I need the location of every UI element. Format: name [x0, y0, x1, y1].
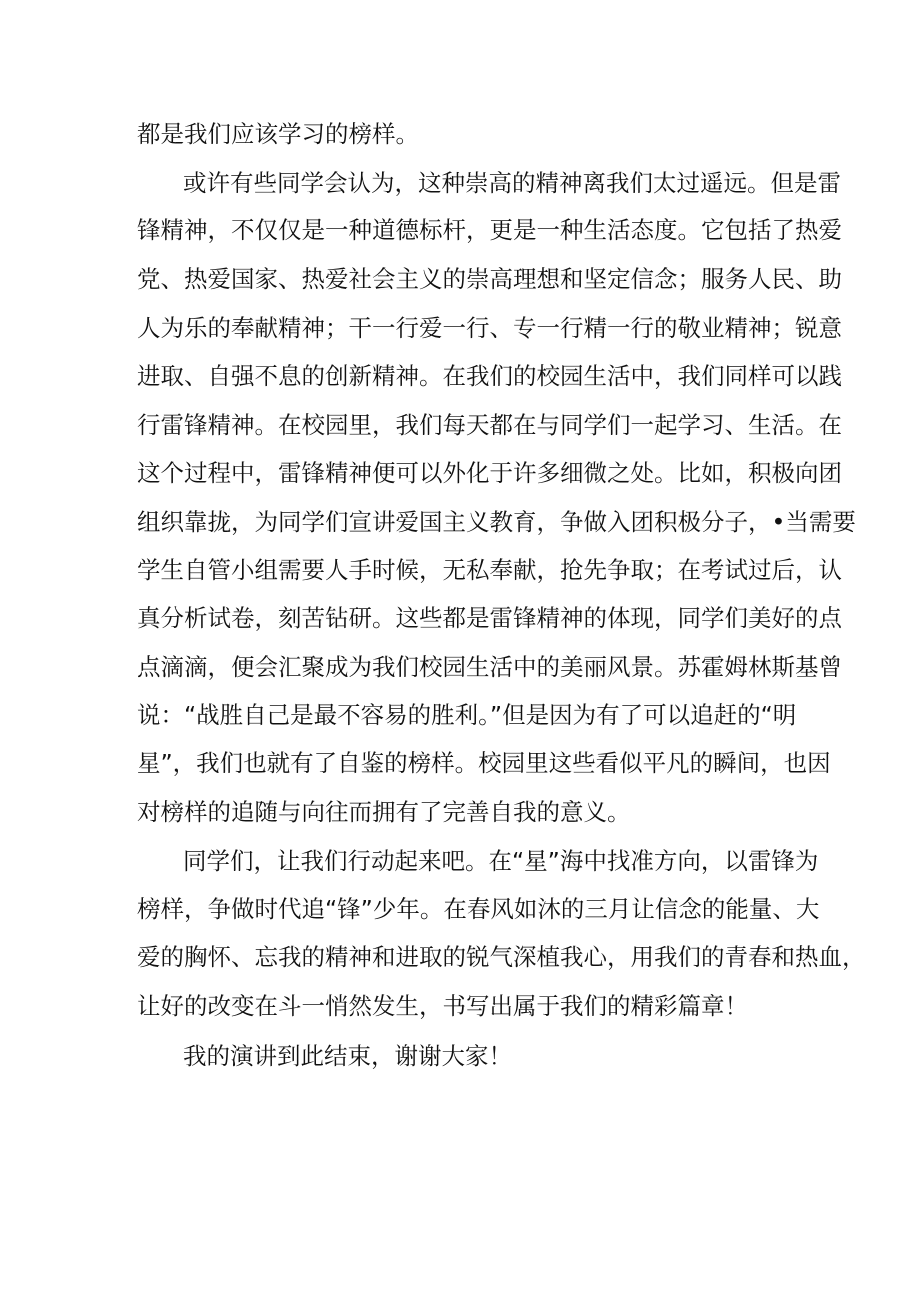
text-line: 榜样，争做时代追“锋”少年。在春风如沐的三月让信念的能量、大	[137, 895, 820, 923]
text-line: 都是我们应该学习的榜样。	[137, 120, 419, 148]
text-line: 锋精神，不仅仅是一种道德标杆，更是一种生活态度。它包括了热爱	[137, 216, 842, 244]
text-line: 让好的改变在斗一悄然发生，书写出属于我们的精彩篇章！	[137, 992, 748, 1020]
text-line: 点滴滴，便会汇聚成为我们校园生活中的美丽风景。苏霍姆林斯基曾	[137, 653, 842, 681]
text-line: 说：“战胜自己是最不容易的胜利。”但是因为有了可以追赶的“明	[137, 701, 797, 729]
text-line: 学生自管小组需要人手时候，无私奉献，抢先争取；在考试过后，认	[137, 556, 842, 584]
text-line: 党、热爱国家、热爱社会主义的崇高理想和坚定信念；服务人民、助	[137, 265, 842, 293]
text-line: 爱的胸怀、忘我的精神和进取的锐气深植我心，用我们的青春和热血，	[137, 943, 866, 971]
text-line: 人为乐的奉献精神；干一行爱一行、专一行精一行的敬业精神；锐意	[137, 314, 842, 342]
text-line: 这个过程中，雷锋精神便可以外化于许多细微之处。比如，积极向团	[137, 459, 842, 487]
text-line: 进取、自强不息的创新精神。在我们的校园生活中，我们同样可以践	[137, 362, 842, 390]
paragraph-3-first-line: 同学们，让我们行动起来吧。在“星”海中找准方向，以雷锋为	[183, 847, 819, 875]
closing-line: 我的演讲到此结束，谢谢大家！	[183, 1042, 512, 1070]
text-line: 行雷锋精神。在校园里，我们每天都在与同学们一起学习、生活。在	[137, 411, 842, 439]
text-line: 对榜样的追随与向往而拥有了完善自我的意义。	[137, 798, 631, 826]
paragraph-2-first-line: 或许有些同学会认为，这种崇高的精神离我们太过遥远。但是雷	[183, 169, 841, 197]
text-line: 星”，我们也就有了自鉴的榜样。校园里这些看似平凡的瞬间，也因	[137, 749, 831, 777]
text-line: 组织靠拢，为同学们宣讲爱国主义教育，争做入团积极分子，•当需要	[137, 508, 856, 536]
text-line: 真分析试卷，刻苦钻研。这些都是雷锋精神的体现，同学们美好的点	[137, 604, 842, 632]
